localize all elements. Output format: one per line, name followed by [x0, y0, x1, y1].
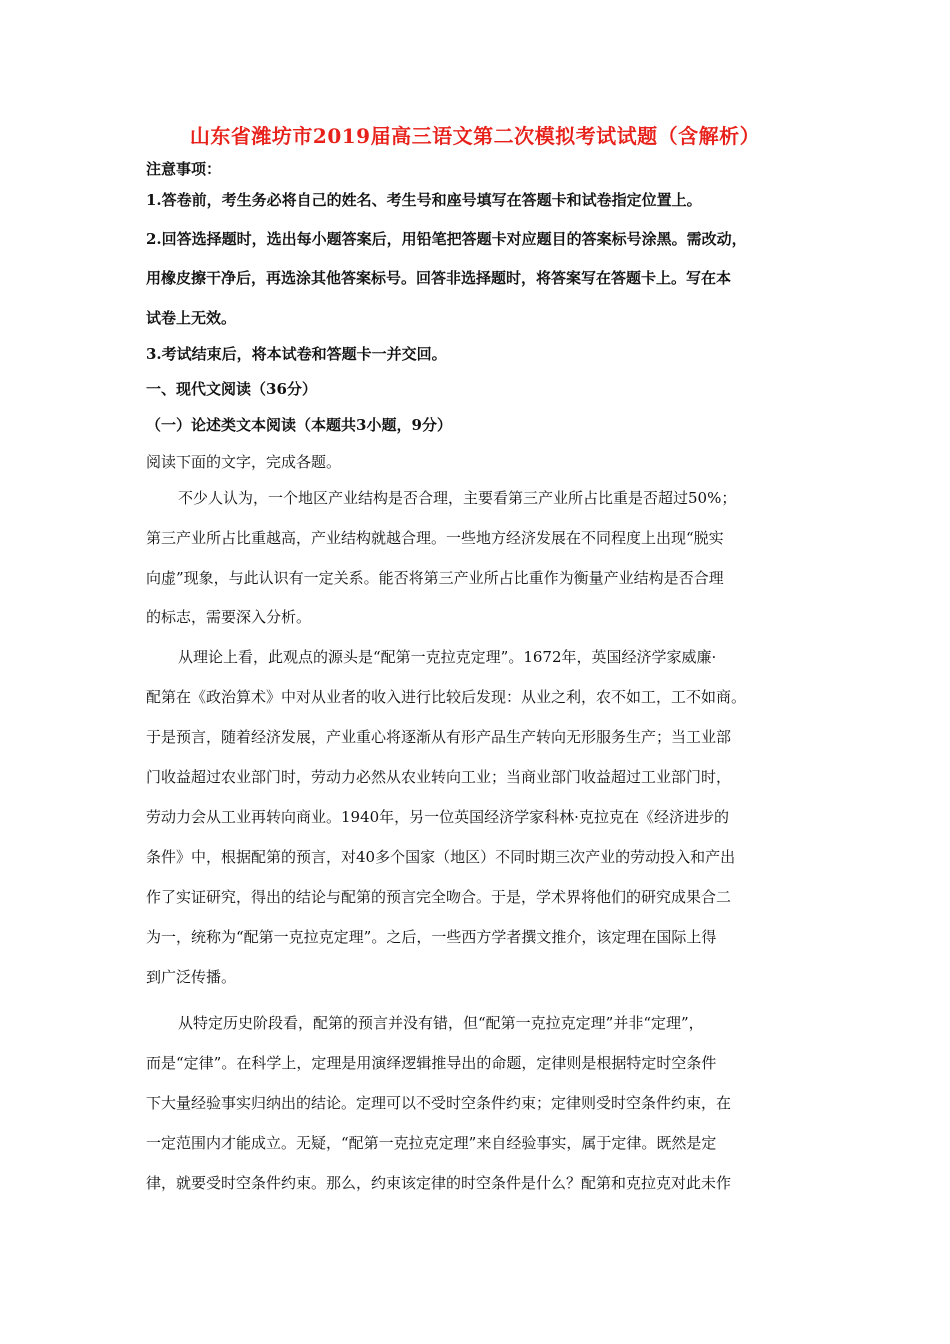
paragraph-line: 为一，统称为“配第一克拉克定理”。之后，一些西方学者撰文推介，该定理在国际上得 [146, 928, 717, 946]
paragraph-line: 从理论上看，此观点的源头是“配第一克拉克定理”。1672年，英国经济学家威廉· [178, 648, 717, 666]
paragraph-line: 不少人认为，一个地区产业结构是否合理，主要看第三产业所占比重是否超过50%； [178, 489, 737, 507]
paragraph-line: 于是预言，随着经济发展，产业重心将逐渐从有形产品生产转向无形服务生产；当工业部 [146, 728, 732, 746]
paragraph-line: 下大量经验事实归纳出的结论。定理可以不受时空条件约束；定律则受时空条件约束，在 [146, 1094, 732, 1112]
subsection-heading: （一）论述类文本阅读（本题共3小题，9分） [146, 416, 452, 434]
paragraph-line: 配第在《政治算术》中对从业者的收入进行比较后发现：从业之利，农不如工，工不如商。 [146, 688, 747, 706]
notice-item: 2.回答选择题时，选出每小题答案后，用铅笔把答题卡对应题目的答案标号涂黑。需改动， [146, 230, 747, 248]
notice-item: 用橡皮擦干净后，再选涂其他答案标号。回答非选择题时，将答案写在答题卡上。写在本 [146, 269, 732, 287]
paragraph-line: 作了实证研究，得出的结论与配第的预言完全吻合。于是，学术界将他们的研究成果合二 [146, 888, 732, 906]
notice-item: 试卷上无效。 [146, 309, 237, 327]
paragraph-line: 而是“定律”。在科学上，定理是用演绎逻辑推导出的命题，定律则是根据特定时空条件 [146, 1054, 717, 1072]
paragraph-line: 一定范围内才能成立。无疑，“配第一克拉克定理”来自经验事实，属于定律。既然是定 [146, 1134, 717, 1152]
paragraph-line: 条件》中，根据配第的预言，对40多个国家（地区）不同时期三次产业的劳动投入和产出 [146, 848, 736, 866]
paragraph-line: 的标志，需要深入分析。 [146, 608, 312, 626]
paragraph-line: 门收益超过农业部门时，劳动力必然从农业转向工业；当商业部门收益超过工业部门时， [146, 768, 732, 786]
paragraph-line: 第三产业所占比重越高，产业结构就越合理。一些地方经济发展在不同程度上出现“脱实 [146, 529, 724, 547]
notice-item: 3.考试结束后，将本试卷和答题卡一并交回。 [146, 345, 447, 363]
document-title: 山东省潍坊市2019届高三语文第二次模拟考试试题（含解析） [189, 124, 761, 148]
paragraph-line: 劳动力会从工业再转向商业。1940年，另一位英国经济学家科林·克拉克在《经济进步的 [146, 808, 729, 826]
paragraph-line: 向虚”现象，与此认识有一定关系。能否将第三产业所占比重作为衡量产业结构是否合理 [146, 569, 724, 587]
paragraph-line: 从特定历史阶段看，配第的预言并没有错，但“配第一克拉克定理”并非“定理”， [178, 1014, 704, 1032]
paragraph-line: 到广泛传播。 [146, 968, 237, 986]
paragraph-line: 律，就要受时空条件约束。那么，约束该定律的时空条件是什么？配第和克拉克对此未作 [146, 1174, 732, 1192]
section-heading: 一、现代文阅读（36分） [146, 380, 317, 398]
instruction-text: 阅读下面的文字，完成各题。 [146, 453, 342, 471]
notice-item: 1.答卷前，考生务必将自己的姓名、考生号和座号填写在答题卡和试卷指定位置上。 [146, 191, 702, 209]
notice-heading: 注意事项： [146, 160, 222, 178]
